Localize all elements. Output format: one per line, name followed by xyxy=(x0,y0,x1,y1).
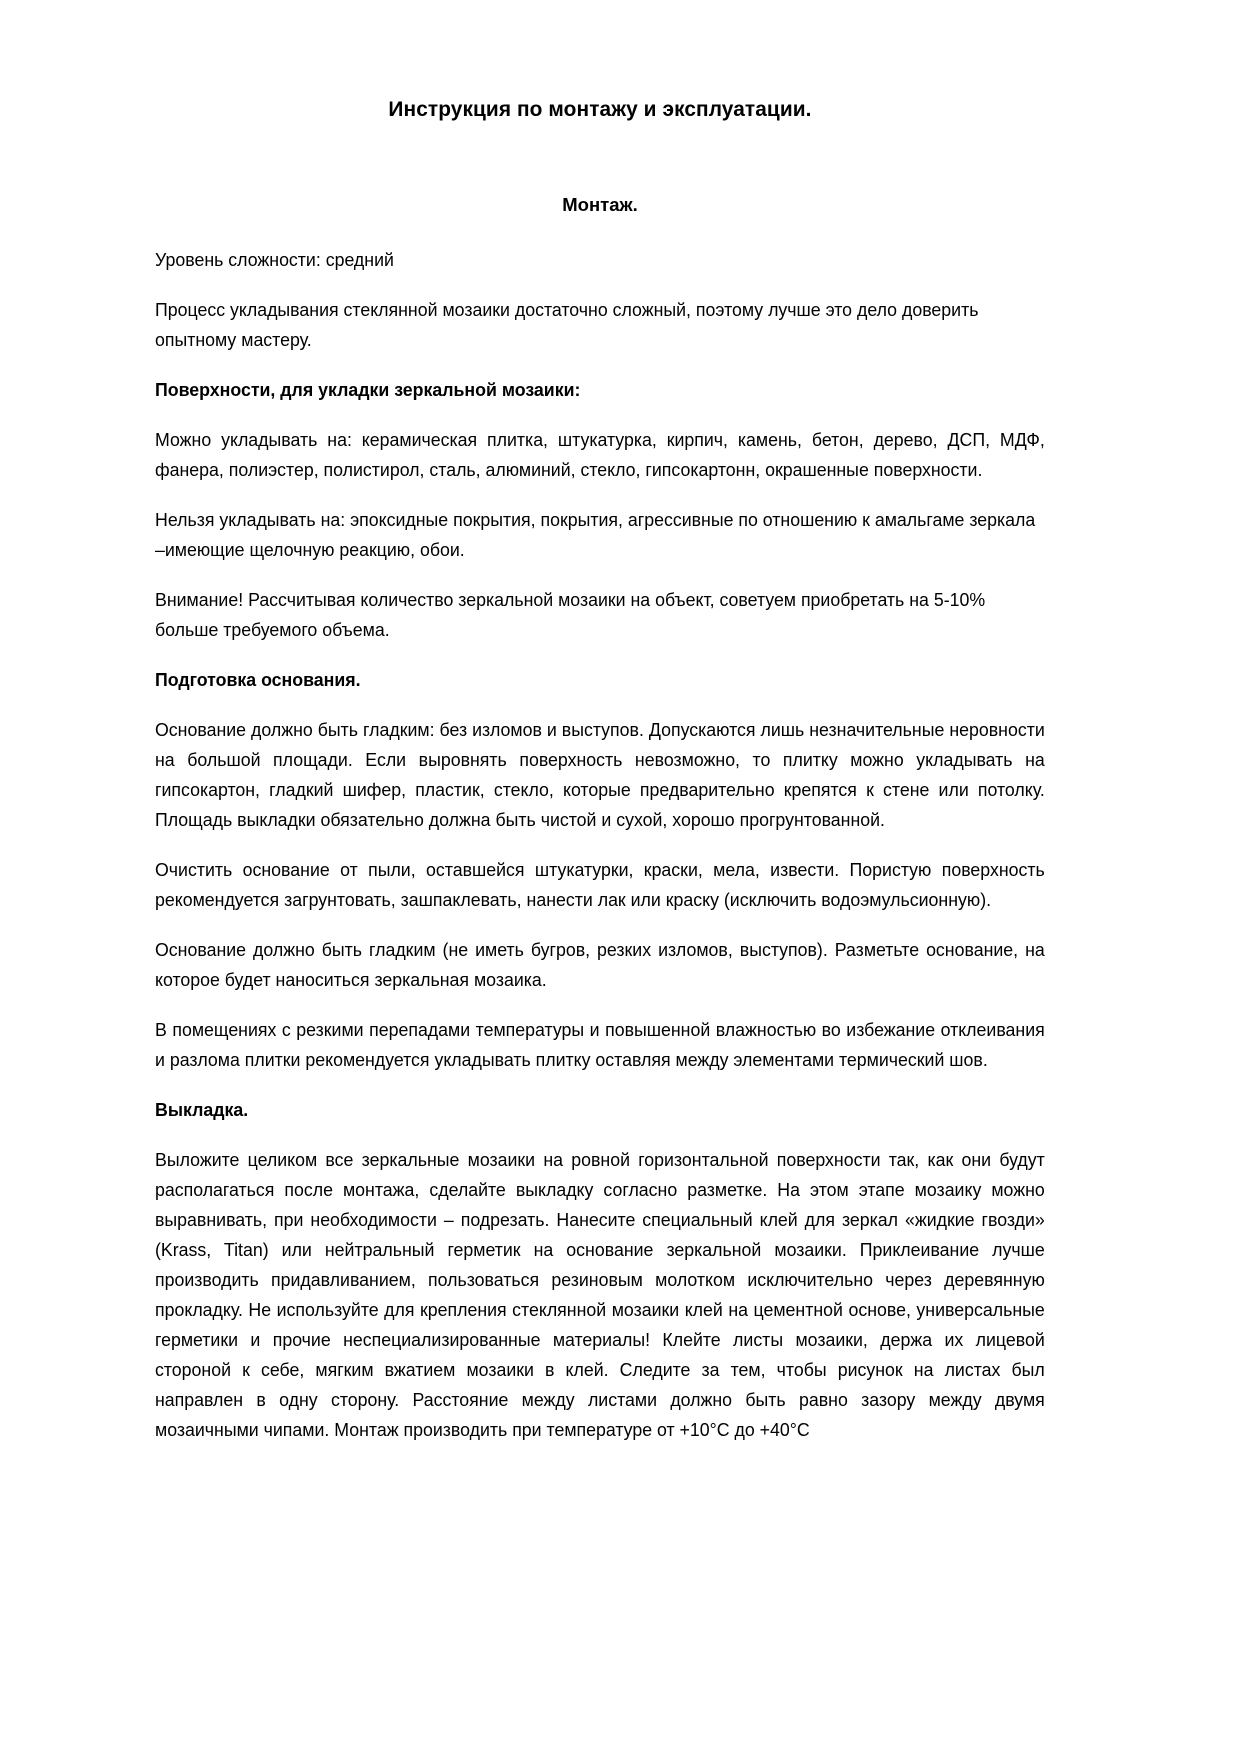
heading-surfaces: Поверхности, для укладки зеркальной мозаики: xyxy=(155,378,581,400)
heading-base-preparation: Подготовка основания. xyxy=(155,668,361,690)
section-subtitle-montazh: Монтаж. xyxy=(562,193,638,215)
paragraph-base-smooth: Основание должно быть гладким: без изломов и выступов. Допускаются лишь незначительные неровности на большой площади. Если выровнять поверхность невозможно, то плитку можно укладывать на гипсокартон, гладкий шифер, пластик, стекло, которые предварительно крепятся к стене или потолку. Площадь выкладки обязательно должна быть чистой и сухой, хорошо прогрунтованной. xyxy=(155,718,1045,830)
page-title: Инструкция по монтажу и эксплуатации. xyxy=(388,97,812,121)
paragraph-difficulty: Уровень сложности: средний xyxy=(155,248,394,270)
paragraph-surfaces-allowed: Можно укладывать на: керамическая плитка, штукатурка, кирпич, камень, бетон, дерево, ДСП, МДФ, фанера, полиэстер, полистирол, сталь, алюминий, стекло, гипсокартонн, окрашенные поверхности. xyxy=(155,428,1045,480)
paragraph-layout-body: Выложите целиком все зеркальные мозаики на ровной горизонтальной поверхности так, как они будут располагаться после монтажа, сделайте выкладку согласно разметке. На этом этапе мозаику можно выравнивать, при необходимости – подрезать. Нанесите специальный клей для зеркал «жидкие гвозди» (Krass, Titan) или нейтральный герметик на основание зеркальной мозаики. Приклеивание лучше производить придавливанием, пользоваться резиновым молотком исключительно через деревянную прокладку. Не используйте для крепления стеклянной мозаики клей на цементной основе, универсальные герметики и прочие неспециализированные материалы! Клейте листы мозаики, держа их лицевой стороной к себе, мягким вжатием мозаики в клей. Следите за тем, чтобы рисунок на листах был направлен в одну сторону. Расстояние между листами должно быть равно зазору между двумя мозаичными чипами. Монтаж производить при температуре от +10°C до +40°C xyxy=(155,1148,1045,1440)
document-content xyxy=(155,96,1045,1445)
heading-layout: Выкладка. xyxy=(155,1098,249,1120)
paragraph-surfaces-forbidden: Нельзя укладывать на: эпоксидные покрытия, покрытия, агрессивные по отношению к амальгаме зеркала –имеющие щелочную реакцию, обои. xyxy=(155,508,1036,560)
paragraph-thermal-seam: В помещениях с резкими перепадами температуры и повышенной влажностью во избежание отклеивания и разлома плитки рекомендуется укладывать плитку оставляя между элементами термический шов. xyxy=(155,1018,1045,1070)
paragraph-base-clean: Очистить основание от пыли, оставшейся штукатурки, краски, мела, извести. Пористую поверхность рекомендуется загрунтовать, зашпаклевать, нанести лак или краску (исключить водоэмульсионную). xyxy=(155,858,1045,910)
paragraph-attention-quantity: Внимание! Рассчитывая количество зеркальной мозаики на объект, советуем приобретать на 5-10% больше требуемого объема. xyxy=(155,588,986,640)
paragraph-base-marking: Основание должно быть гладким (не иметь бугров, резких изломов, выступов). Разметьте основание, на которое будет наноситься зеркальная мозаика. xyxy=(155,938,1045,990)
paragraph-intro: Процесс укладывания стеклянной мозаики достаточно сложный, поэтому лучше это дело доверить опытному мастеру. xyxy=(155,298,979,350)
